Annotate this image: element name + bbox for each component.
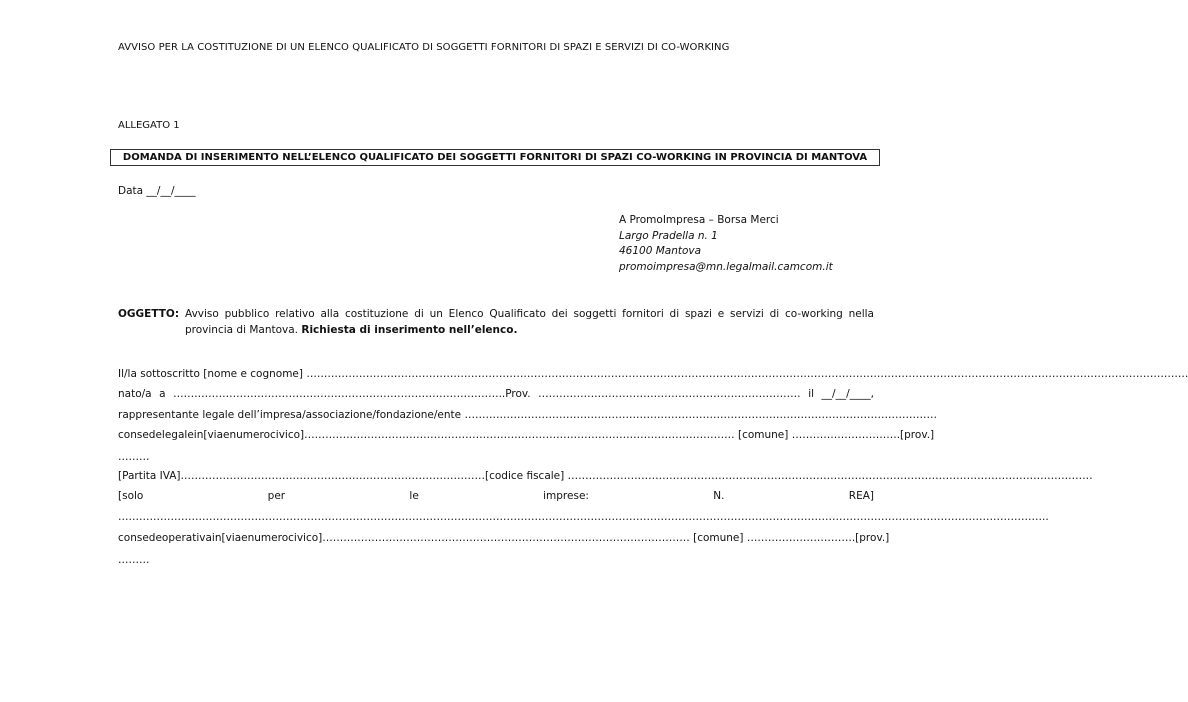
- form-line-legal-rep: rappresentante legale dell’impresa/associazione/fondazione/ente ………………………………………………………………………………………………………………………: [118, 409, 937, 421]
- recipient-email: promoimpresa@mn.legalmail.camcom.it: [619, 261, 833, 273]
- rea-word: [solo: [118, 490, 144, 502]
- page-header: AVVISO PER LA COSTITUZIONE DI UN ELENCO QUALIFICATO DI SOGGETTI FORNITORI DI SPAZI E SERVIZI DI CO-WORKING: [118, 42, 730, 53]
- operative-seat-word: in: [211, 532, 222, 544]
- form-line-rea-cont: …………………………………………………………………………………………………………………………………………………………………………………………………………………………………………..: [118, 511, 1049, 523]
- birth-place-field: …………………………………………………………………………………..Prov.: [173, 388, 531, 400]
- subject-text: [185, 307, 874, 338]
- recipient-street: Largo Pradella n. 1: [619, 230, 718, 242]
- operative-seat-word: con: [118, 532, 137, 544]
- subject-label: OGGETTO:: [118, 308, 180, 320]
- recipient-city: 46100 Mantova: [619, 245, 702, 257]
- form-line-operative-seat-cont: ………: [118, 554, 150, 566]
- rea-word: per: [267, 490, 286, 502]
- operative-seat-word: [via: [221, 532, 242, 544]
- legal-seat-word: [via: [203, 429, 224, 441]
- operative-seat-word: numero: [247, 532, 289, 544]
- form-line-birth: [118, 388, 874, 400]
- birth-word-il: il: [808, 388, 815, 400]
- rea-word: imprese:: [543, 490, 589, 502]
- subject-request: Richiesta di inserimento nell’elenco.: [301, 323, 518, 336]
- legal-seat-word: legale: [161, 429, 194, 441]
- birth-word-2: a: [159, 388, 166, 400]
- form-line-legal-seat-cont: ………: [118, 451, 150, 463]
- form-line-name: Il/la sottoscritto [nome e cognome] ………………………………………………………………………………………………………………………………………………………………………………………………………………………………: [118, 368, 1188, 380]
- legal-seat-word: numero: [229, 429, 271, 441]
- attachment-label: ALLEGATO 1: [118, 120, 180, 131]
- legal-seat-word: in: [193, 429, 204, 441]
- rea-word: REA]: [848, 490, 874, 502]
- subject-body: Avviso pubblico relativo alla costituzione di un Elenco Qualificato dei soggetti fornitori di spazi e servizi di co-working nella provincia di Mantova.: [185, 308, 874, 336]
- operative-seat-word: operativa: [161, 532, 212, 544]
- document-title-box: [110, 149, 880, 166]
- operative-seat-word: sede: [136, 532, 162, 544]
- birth-date-field: __/__/____,: [821, 388, 874, 400]
- document-title: DOMANDA DI INSERIMENTO NELL’ELENCO QUALIFICATO DEI SOGGETTI FORNITORI DI SPAZI CO-WORKING IN PROVINCIA DI MANTOVA: [122, 152, 868, 163]
- date-line: Data __/__/____: [118, 185, 196, 197]
- birth-prov-field: …………………………………………………………………: [538, 388, 801, 400]
- legal-seat-word: civico]: [270, 429, 305, 441]
- rea-word: le: [409, 490, 419, 502]
- form-line-vat: [Partita IVA]……………………………………………………………………………[codice fiscale] ……………………………………………………………………………………………………………………………………: [118, 470, 1093, 482]
- rea-word: N.: [713, 490, 725, 502]
- legal-seat-fields: …………………………………………………………………………………………………………… [comune] ………………………….[prov.]: [304, 429, 935, 441]
- operative-seat-word: civico]: [288, 532, 323, 544]
- recipient-name: A PromoImpresa – Borsa Merci: [619, 214, 779, 226]
- form-line-operative-seat: [118, 532, 890, 544]
- legal-seat-word: sede: [136, 429, 162, 441]
- operative-seat-word: e: [241, 532, 248, 544]
- legal-seat-word: con: [118, 429, 137, 441]
- birth-word-1: nato/a: [118, 388, 152, 400]
- form-line-rea: [118, 490, 874, 502]
- form-line-legal-seat: [118, 429, 935, 441]
- legal-seat-word: e: [223, 429, 230, 441]
- operative-seat-fields: …………………………………………………………………………………………… [comune] ………………………….[prov.]: [322, 532, 890, 544]
